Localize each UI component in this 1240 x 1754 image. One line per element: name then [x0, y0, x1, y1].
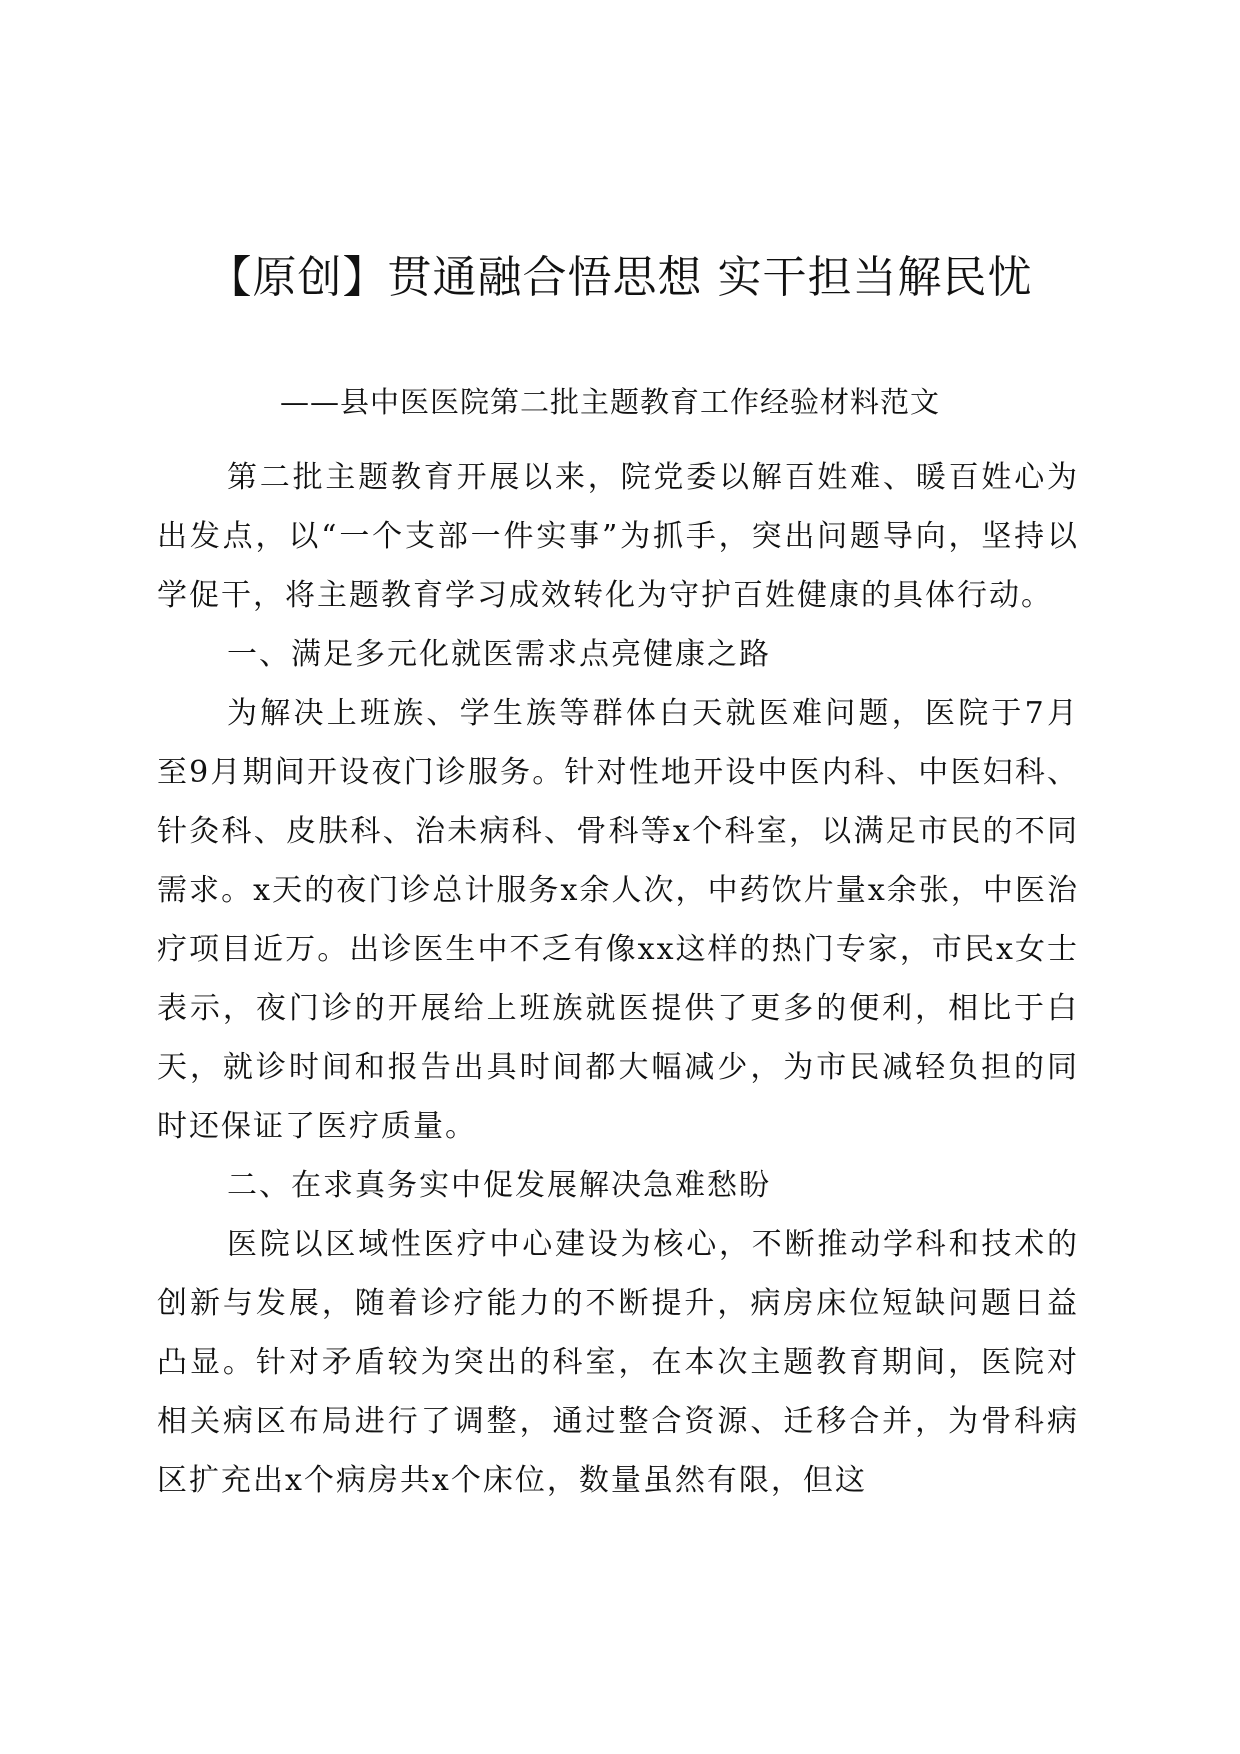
- section-paragraph-2: 医院以区域性医疗中心建设为核心，不断推动学科和技术的创新与发展，随着诊疗能力的不断提升，病房床位短缺问题日益凸显。针对矛盾较为突出的科室，在本次主题教育期间，医院对相关病区布局进行了调整，通过整合资源、迁移合并，为骨科病区扩充出x个病房共x个床位，数量虽然有限，但这: [157, 1227, 1079, 1498]
- section-heading-1: 一、满足多元化就医需求点亮健康之路: [227, 637, 771, 672]
- section-paragraph-1: 为解决上班族、学生族等群体白天就医难问题，医院于7月至9月期间开设夜门诊服务。针对性地开设中医内科、中医妇科、针灸科、皮肤科、治未病科、骨科等x个科室，以满足市民的不同需求。x天的夜门诊总计服务x余人次，中药饮片量x余张，中医治疗项目近万。出诊医生中不乏有像xx这样的热门专家，市民x女士表示，夜门诊的开展给上班族就医提供了更多的便利，相比于白天，就诊时间和报告出具时间都大幅减少，为市民减轻负担的同时还保证了医疗质量。: [157, 696, 1079, 1144]
- document-title: 【原创】贯通融合悟思想 实干担当解民忧: [207, 252, 1033, 303]
- section-heading-2: 二、在求真务实中促发展解决急难愁盼: [227, 1168, 771, 1203]
- document-subtitle: ——县中医医院第二批主题教育工作经验材料范文: [280, 385, 941, 419]
- document-body: [157, 448, 1079, 1510]
- intro-paragraph: 第二批主题教育开展以来，院党委以解百姓难、暖百姓心为出发点，以“一个支部一件实事”为抓手，突出问题导向，坚持以学促干，将主题教育学习成效转化为守护百姓健康的具体行动。: [157, 460, 1079, 613]
